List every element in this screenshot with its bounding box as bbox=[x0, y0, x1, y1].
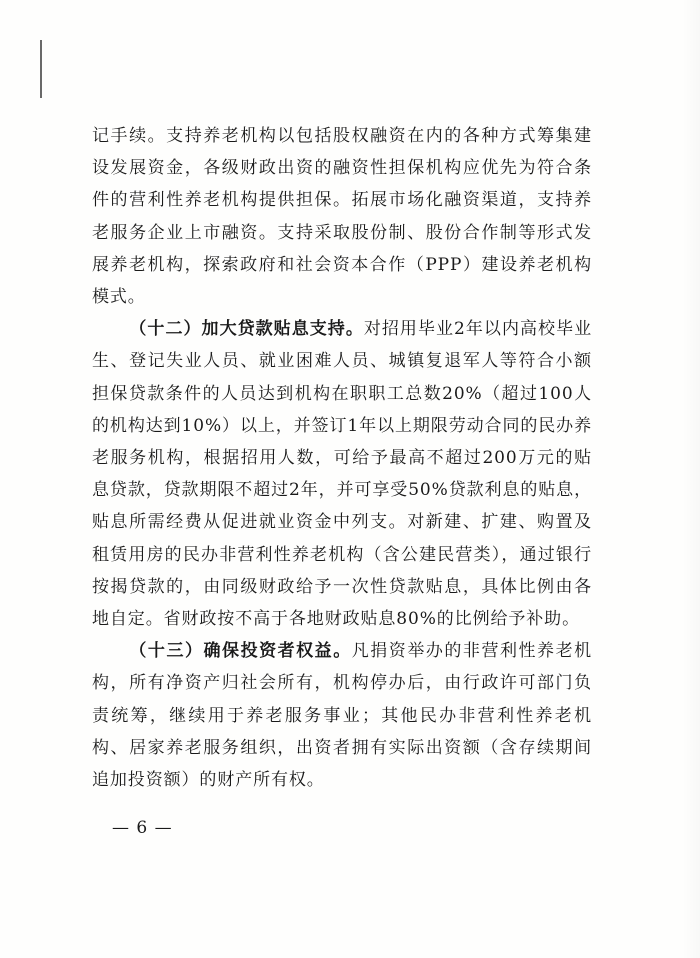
scan-edge-shadow bbox=[682, 0, 700, 958]
section-13-body: 凡捐资举办的非营利性养老机构，所有净资产归社会所有，机构停办后，由行政许可部门负责统筹，继续用于养老服务事业；其他民办非营利性养老机构、居家养老服务组织，出资者拥有实际出资额（含存续期间追加投资额）的财产所有权。 bbox=[92, 641, 592, 791]
scan-margin-mark bbox=[40, 40, 42, 98]
paragraph-section-12 bbox=[92, 313, 592, 635]
section-12-heading: （十二）加大贷款贴息支持。 bbox=[129, 319, 364, 340]
document-body bbox=[92, 120, 592, 796]
section-13-heading: （十三）确保投资者权益。 bbox=[129, 641, 352, 662]
page-number: — 6 — bbox=[112, 818, 173, 838]
paragraph-section-13 bbox=[92, 635, 592, 796]
section-12-body: 对招用毕业2年以内高校毕业生、登记失业人员、就业困难人员、城镇复退军人等符合小额担保贷款条件的人员达到机构在职职工总数20%（超过100人的机构达到10%）以上，并签订1年以上期限劳动合同的民办养老服务机构，根据招用人数，可给予最高不超过200万元的贴息贷款，贷款期限不超过2年，并可享受50%贷款利息的贴息，贴息所需经费从促进就业资金中列支。对新建、扩建、购置及租赁用房的民办非营利性养老机构（含公建民营类），通过银行按揭贷款的，由同级财政给予一次性贷款贴息，具体比例由各地自定。省财政按不高于各地财政贴息80%的比例给予补助。 bbox=[92, 319, 593, 630]
paragraph-continuation: 记手续。支持养老机构以包括股权融资在内的各种方式筹集建设发展资金，各级财政出资的融资性担保机构应优先为符合条件的营利性养老机构提供担保。拓展市场化融资渠道，支持养老服务企业上市融资。支持采取股份制、股份合作制等形式发展养老机构，探索政府和社会资本合作（PPP）建设养老机构模式。 bbox=[92, 126, 592, 308]
